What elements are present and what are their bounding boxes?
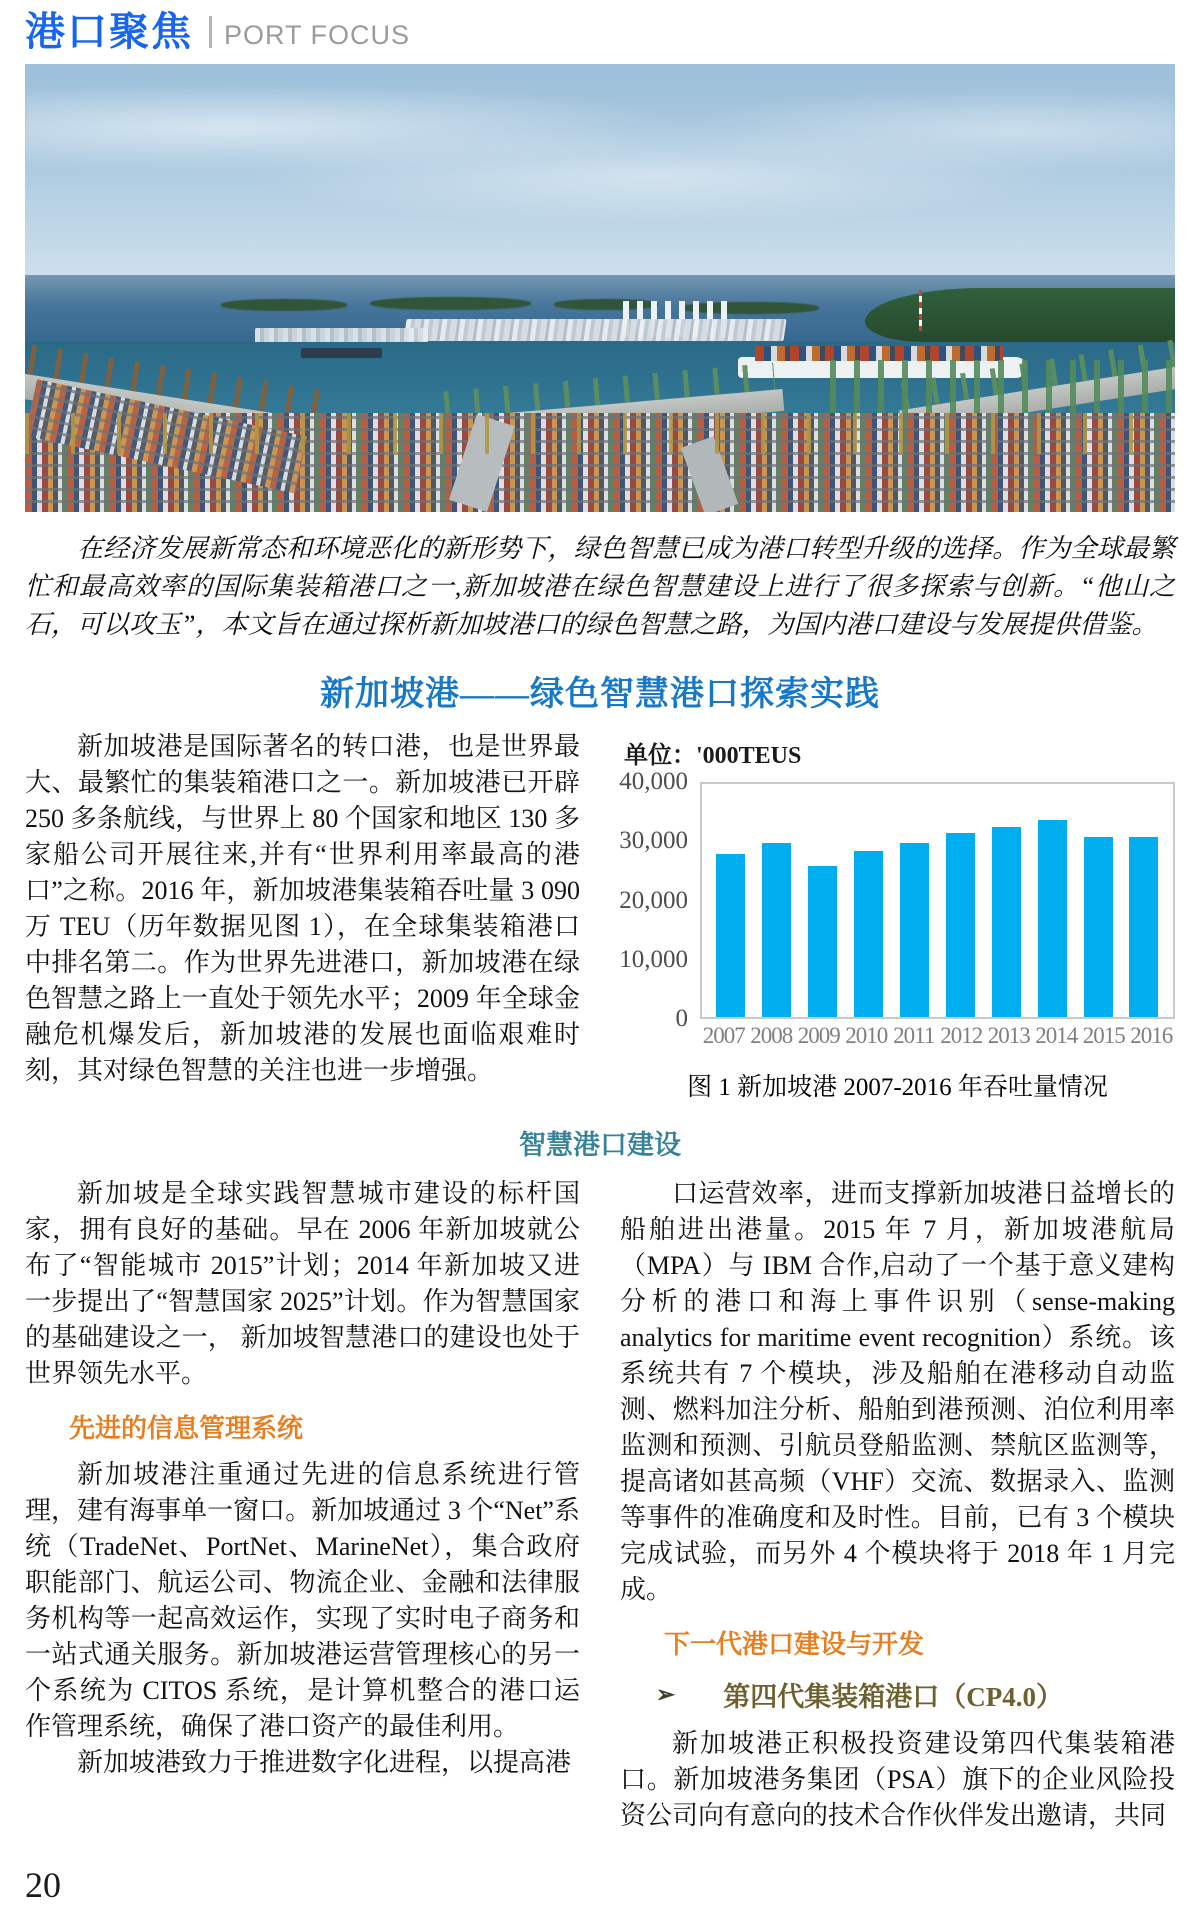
article-title: 新加坡港——绿色智慧港口探索实践 bbox=[320, 676, 880, 713]
y-tick-label: 0 bbox=[675, 1005, 688, 1032]
bullet-item-cp40 bbox=[620, 1675, 1175, 1714]
right-column bbox=[620, 1176, 1175, 1834]
x-tick-label: 2010 bbox=[845, 1023, 888, 1048]
x-tick-label: 2009 bbox=[797, 1023, 840, 1048]
chart-bar bbox=[716, 854, 745, 1017]
body-paragraph: 新加坡港是国际著名的转口港，也是世界最大、最繁忙的集装箱港口之一。新加坡港已开辟 250 多条航线，与世界上 80 个国家和地区 130 多家船公司开展往来,并有“世界利用率最高的港口”之称。2016 年，新加坡港集装箱吞吐量 3 090 万 TEU（历年数据见图 1），在全球集装箱港口中排名第二。作为世界先进港口，新加坡港在绿色智慧之路上一直处于领先水平；2009 年全球金融危机爆发后，新加坡港的发展也面临艰难时刻，其对绿色智慧的关注也进一步增强。 bbox=[25, 732, 580, 1085]
photo-clouds bbox=[25, 82, 1175, 234]
x-tick-label: 2007 bbox=[702, 1023, 745, 1048]
chart-bar bbox=[1038, 820, 1067, 1017]
left-column bbox=[25, 729, 580, 1103]
y-tick-label: 30,000 bbox=[619, 827, 688, 855]
arrow-bullet-icon: ➢ bbox=[656, 1681, 676, 1707]
header-divider bbox=[209, 16, 212, 48]
section-heading-smart-port: 智慧港口建设 bbox=[519, 1130, 681, 1160]
chart-bar bbox=[946, 833, 975, 1017]
bar-chart bbox=[619, 768, 1175, 1032]
column-title-zh: 港口聚焦 bbox=[25, 10, 193, 54]
y-tick-label: 40,000 bbox=[619, 768, 688, 795]
chart-bar bbox=[808, 866, 837, 1017]
photo-cargo-ship bbox=[301, 348, 382, 358]
lead-paragraph: 在经济发展新常态和环境恶化的新形势下，绿色智慧已成为港口转型升级的选择。作为全球最繁忙和最高效率的国际集装箱港口之一,新加坡港在绿色智慧建设上进行了很多探索与创新。“他山之石，可以攻玉”，本文旨在通过探析新加坡港口的绿色智慧之路，为国内港口建设与发展提供借鉴。 bbox=[25, 534, 1175, 639]
right-column bbox=[620, 729, 1175, 1103]
y-tick-label: 10,000 bbox=[619, 945, 688, 973]
chart-y-axis bbox=[619, 768, 700, 1032]
body-paragraph: 口运营效率，进而支撑新加坡港日益增长的船舶进出港量。2015 年 7 月，新加坡港航局（MPA）与 IBM 合作,启动了一个基于意义建构分析的港口和海上事件识别（sense-making analytics for maritime event recognition）系统。该系统共有 7 个模块，涉及船舶在港移动自动监测、燃料加注分析、船舶到港预测、泊位利用率监测和预测、引航员登船监测、禁航区监测等，提高诸如甚高频（VHF）交流、数据录入、监测等事件的准确度和及时性。目前，已有 3 个模块完成试验，而另外 4 个模块将于 2018 年 1 月完成。 bbox=[620, 1179, 1175, 1604]
chart-plot bbox=[700, 782, 1175, 1019]
x-tick-label: 2014 bbox=[1035, 1023, 1078, 1048]
column-title-en: PORT FOCUS bbox=[224, 19, 411, 50]
y-tick-label: 20,000 bbox=[619, 886, 688, 914]
x-tick-label: 2011 bbox=[893, 1023, 935, 1048]
chart-bar bbox=[900, 843, 929, 1017]
photo-green-hill bbox=[865, 288, 1176, 342]
body-paragraph: 新加坡港注重通过先进的信息系统进行管理，建有海事单一窗口。新加坡通过 3 个“Net”系统（TradeNet、PortNet、MarineNet），集合政府职能部门、航运公司、物流企业、金融和法律服务机构等一起高效运作，实现了实时电子商务和一站式通关服务。新加坡港运营管理核心的另一个系统为 CITOS 系统，是计算机整合的港口运作管理系统，确保了港口资产的最佳利用。 bbox=[25, 1460, 580, 1741]
two-column-block-2 bbox=[25, 1176, 1175, 1834]
chart-bar bbox=[992, 827, 1021, 1017]
chart-unit-label: 单位：'000TEUS bbox=[624, 743, 802, 769]
x-tick-label: 2016 bbox=[1130, 1023, 1173, 1048]
bullet-text: 第四代集装箱港口（CP4.0） bbox=[723, 1682, 1064, 1712]
photo-yard-cranes bbox=[25, 413, 1175, 453]
two-column-block-1 bbox=[25, 729, 1175, 1103]
figure-caption: 图 1 新加坡港 2007-2016 年吞吐量情况 bbox=[687, 1074, 1108, 1101]
subheading-next-gen-port: 下一代港口建设与开发 bbox=[664, 1629, 925, 1659]
x-tick-label: 2012 bbox=[940, 1023, 983, 1048]
chart-bar bbox=[1084, 837, 1113, 1017]
page-header bbox=[25, 0, 1175, 56]
photo-city-strip bbox=[403, 319, 786, 341]
chart-bar bbox=[854, 851, 883, 1017]
chart-bar bbox=[762, 843, 791, 1017]
chart-bar bbox=[1129, 837, 1158, 1017]
body-paragraph: 新加坡港致力于推进数字化进程，以提高港 bbox=[77, 1748, 572, 1777]
body-paragraph: 新加坡是全球实践智慧城市建设的标杆国家，拥有良好的基础。早在 2006 年新加坡就公布了“智能城市 2015”计划；2014 年新加坡又进一步提出了“智慧国家 2025”计划。作为智慧国家的基础建设之一， 新加坡智慧港口的建设也处于世界领先水平。 bbox=[25, 1179, 580, 1388]
x-tick-label: 2013 bbox=[987, 1023, 1030, 1048]
port-aerial-photo bbox=[25, 64, 1175, 512]
x-tick-label: 2008 bbox=[750, 1023, 793, 1048]
photo-island bbox=[370, 297, 531, 310]
body-paragraph: 新加坡港正积极投资建设第四代集装箱港口。新加坡港务集团（PSA）旗下的企业风险投资公司向有意向的技术合作伙伴发出邀请，共同 bbox=[620, 1729, 1175, 1830]
page-number: 20 bbox=[25, 1865, 61, 1905]
left-column bbox=[25, 1176, 580, 1834]
x-tick-label: 2015 bbox=[1082, 1023, 1125, 1048]
photo-island bbox=[221, 299, 348, 311]
photo-signal-mast bbox=[919, 290, 922, 330]
subheading-info-systems: 先进的信息管理系统 bbox=[69, 1413, 304, 1443]
photo-crane-row bbox=[830, 360, 1175, 414]
chart-x-labels bbox=[700, 1023, 1175, 1049]
figure-1 bbox=[620, 729, 1175, 1103]
